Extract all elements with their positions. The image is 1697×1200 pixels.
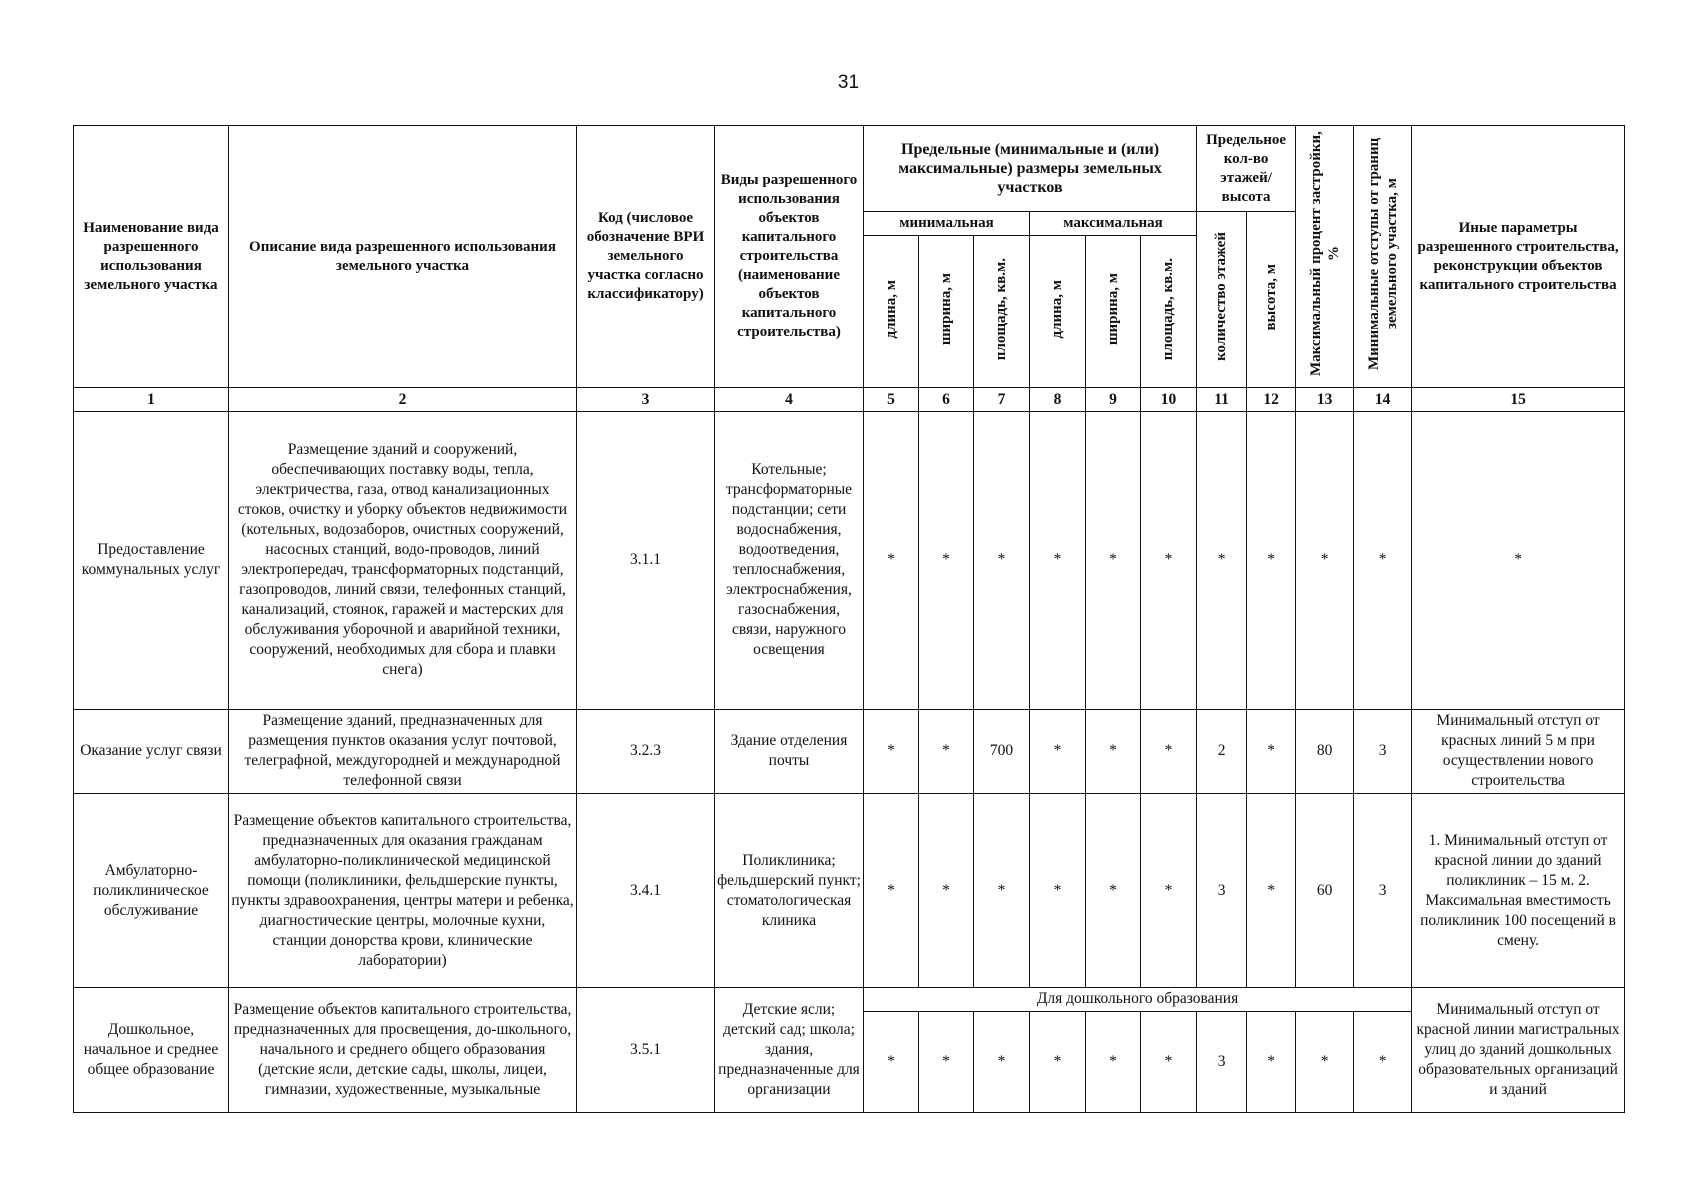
header-floors: количество этажей: [1197, 212, 1247, 388]
row-value: *: [1141, 411, 1197, 709]
table-row: [74, 793, 1625, 988]
column-number: 6: [919, 388, 974, 411]
row-value: *: [864, 709, 919, 793]
column-number: 11: [1197, 388, 1247, 411]
column-number: 13: [1296, 388, 1354, 411]
row-value: 3: [1354, 793, 1412, 988]
header-min-width: ширина, м: [919, 236, 974, 388]
row-description: Размещение зданий, предназначенных для размещения пунктов оказания услуг почтовой, телеграфной, междугородней и международной телефонной связи: [229, 709, 577, 793]
regulations-table: [73, 125, 1625, 1113]
row-description: Размещение объектов капитального строительства, предназначенных для оказания гражданам амбулаторно-поликлинической медицинской помощи (поликлиники, фельдшерские пункты, пункты здравоохранения, центры матери и ребенка, диагностические центры, молочные кухни, станции донорства крови, клинические лаборатории): [229, 793, 577, 988]
row-value: *: [1030, 1011, 1086, 1112]
row-subheader: Для дошкольного образования: [864, 988, 1412, 1011]
column-number: 12: [1247, 388, 1296, 411]
row-value: *: [1247, 411, 1296, 709]
row-value: *: [1030, 411, 1086, 709]
column-number: 10: [1141, 388, 1197, 411]
row-value: *: [919, 709, 974, 793]
row-description: Размещение объектов капитального строительства, предназначенных для просвещения, до-школьного, начального и среднего общего образования (детские ясли, детские сады, школы, лицеи, гимназии, художественные, музыкальные: [229, 988, 577, 1113]
column-number: 8: [1030, 388, 1086, 411]
row-value: *: [1247, 1011, 1296, 1112]
row-code: 3.4.1: [577, 793, 715, 988]
column-number: 9: [1086, 388, 1141, 411]
header-objects: Виды разрешенного использования объектов капитального строительства (наименование объектов капитального строительства): [715, 126, 864, 388]
row-code: 3.2.3: [577, 709, 715, 793]
row-objects: Поликлиника; фельдшерский пункт; стоматологическая клиника: [715, 793, 864, 988]
row-value: *: [1296, 1011, 1354, 1112]
row-value: *: [919, 411, 974, 709]
column-number: 1: [74, 388, 229, 411]
row-value: *: [1197, 411, 1247, 709]
row-objects: Здание отделения почты: [715, 709, 864, 793]
row-value: *: [974, 411, 1030, 709]
header-limits: Предельные (минимальные и (или) максимальные) размеры земельных участков: [864, 126, 1197, 212]
header-min: минимальная: [864, 212, 1030, 236]
row-other: *: [1412, 411, 1625, 709]
row-value: *: [1086, 1011, 1141, 1112]
row-value: 3: [1354, 709, 1412, 793]
row-value: *: [974, 793, 1030, 988]
header-max-width: ширина, м: [1086, 236, 1141, 388]
row-value: *: [1354, 411, 1412, 709]
header-max-area: площадь, кв.м.: [1141, 236, 1197, 388]
row-objects: Котельные; трансформаторные подстанции; сети водоснабжения, водоотведения, теплоснабжения, электроснабжения, газоснабжения, связи, наружного освещения: [715, 411, 864, 709]
header-height: высота, м: [1247, 212, 1296, 388]
header-floors-group: Предельное кол-во этажей/ высота: [1197, 126, 1296, 212]
header-min-setback: Минимальные отступы от границ земельного участка, м: [1354, 126, 1412, 388]
row-name: Амбулаторно-поликлиническое обслуживание: [74, 793, 229, 988]
row-other: Минимальный отступ от красных линий 5 м при осуществлении нового строительства: [1412, 709, 1625, 793]
page-number: 31: [837, 72, 860, 93]
row-description: Размещение зданий и сооружений, обеспечивающих поставку воды, тепла, электричества, газа, отвод канализационных стоков, очистку и уборку объектов недвижимости (котельных, водозаборов, очистных сооружений, насосных станций, водо-проводов, линий электропередач, трансформаторных подстанций, газопроводов, линий связи, телефонных станций, канализаций, стоянок, гаражей и мастерских для обслуживания уборочной и аварийной техники, сооружений, необходимых для сбора и плавки снега): [229, 411, 577, 709]
row-value: *: [1141, 709, 1197, 793]
row-value: *: [1141, 1011, 1197, 1112]
row-value: *: [1086, 411, 1141, 709]
row-objects: Детские ясли; детский сад; школа; здания, предназначенные для организации: [715, 988, 864, 1113]
header-min-area: площадь, кв.м.: [974, 236, 1030, 388]
row-value: *: [1247, 793, 1296, 988]
column-number: 15: [1412, 388, 1625, 411]
row-value: 80: [1296, 709, 1354, 793]
row-name: Оказание услуг связи: [74, 709, 229, 793]
row-name: Предоставление коммунальных услуг: [74, 411, 229, 709]
row-value: *: [974, 1011, 1030, 1112]
row-value: *: [1354, 1011, 1412, 1112]
row-value: *: [864, 793, 919, 988]
row-name: Дошкольное, начальное и среднее общее образование: [74, 988, 229, 1113]
row-value: 700: [974, 709, 1030, 793]
column-number: 2: [229, 388, 577, 411]
row-code: 3.1.1: [577, 411, 715, 709]
row-code: 3.5.1: [577, 988, 715, 1113]
column-number: 4: [715, 388, 864, 411]
column-number-row: [74, 388, 1625, 411]
row-value: *: [1086, 793, 1141, 988]
row-value: 3: [1197, 793, 1247, 988]
header-max-length: длина, м: [1030, 236, 1086, 388]
row-value: *: [1141, 793, 1197, 988]
column-number: 14: [1354, 388, 1412, 411]
table-row: [74, 988, 1625, 1011]
row-value: *: [1247, 709, 1296, 793]
header-row-1: [74, 126, 1625, 212]
column-number: 7: [974, 388, 1030, 411]
table-row: [74, 411, 1625, 709]
row-value: *: [919, 1011, 974, 1112]
row-value: 60: [1296, 793, 1354, 988]
row-value: *: [864, 411, 919, 709]
row-value: 3: [1197, 1011, 1247, 1112]
header-other: Иные параметры разрешенного строительства, реконструкции объектов капитального строительства: [1412, 126, 1625, 388]
header-code: Код (числовое обозначение ВРИ земельного участка согласно классификатору): [577, 126, 715, 388]
column-number: 3: [577, 388, 715, 411]
table-row: [74, 709, 1625, 793]
header-min-length: длина, м: [864, 236, 919, 388]
row-value: *: [1030, 709, 1086, 793]
row-value: *: [1086, 709, 1141, 793]
row-other: 1. Минимальный отступ от красной линии до зданий поликлиник – 15 м. 2. Максимальная вместимость поликлиник 100 посещений в смену.: [1412, 793, 1625, 988]
row-value: *: [919, 793, 974, 988]
header-name: Наименование вида разрешенного использования земельного участка: [74, 126, 229, 388]
row-value: *: [1296, 411, 1354, 709]
row-value: *: [864, 1011, 919, 1112]
header-max: максимальная: [1030, 212, 1197, 236]
row-other: Минимальный отступ от красной линии магистральных улиц до зданий дошкольных образовательных организаций и зданий: [1412, 988, 1625, 1113]
column-number: 5: [864, 388, 919, 411]
header-description: Описание вида разрешенного использования земельного участка: [229, 126, 577, 388]
header-max-percent: Максимальный процент застройки, %: [1296, 126, 1354, 388]
row-value: 2: [1197, 709, 1247, 793]
row-value: *: [1030, 793, 1086, 988]
